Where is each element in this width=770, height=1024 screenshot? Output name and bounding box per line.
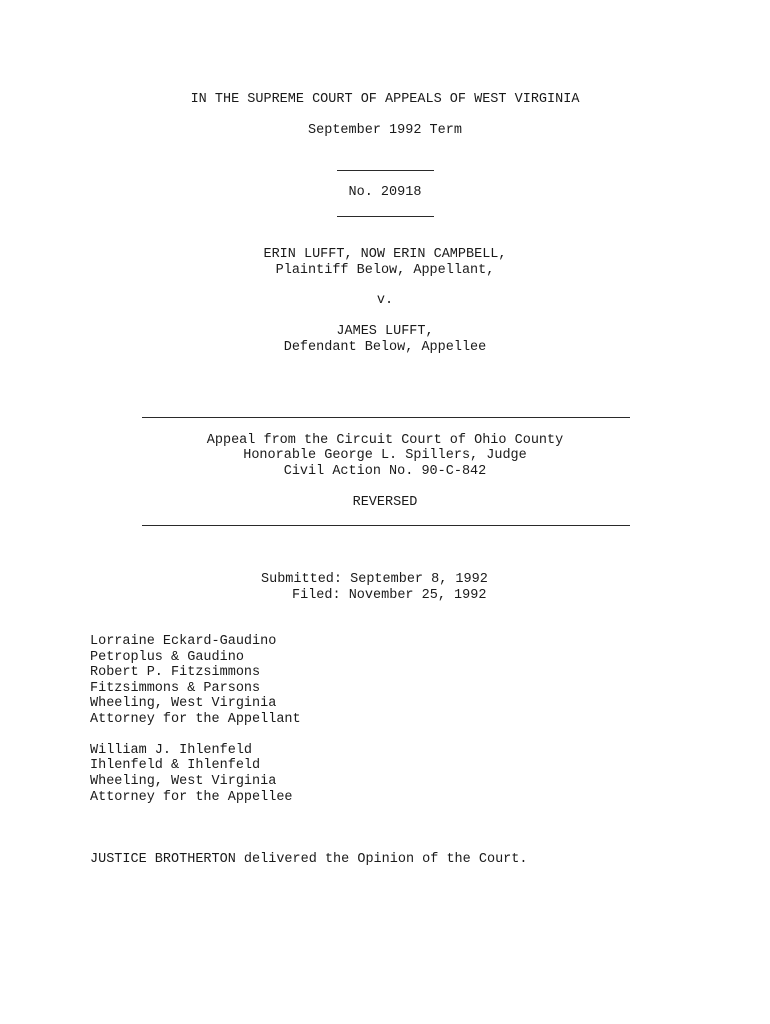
counsel-line: Petroplus & Gaudino	[90, 650, 244, 665]
appeal-source: Appeal from the Circuit Court of Ohio County	[206, 433, 564, 448]
appellant-role: Plaintiff Below, Appellant,	[275, 263, 495, 278]
opinion-statement: JUSTICE BROTHERTON delivered the Opinion of the Court.	[90, 852, 528, 867]
appeal-judge: Honorable George L. Spillers, Judge	[243, 448, 527, 463]
filed-date: Filed: November 25, 1992	[292, 588, 487, 603]
counsel-line: Lorraine Eckard-Gaudino	[90, 634, 277, 649]
disposition: REVERSED	[352, 495, 418, 510]
counsel-line: Ihlenfeld & Ihlenfeld	[90, 758, 261, 773]
court-title: IN THE SUPREME COURT OF APPEALS OF WEST VIRGINIA	[190, 92, 580, 107]
civil-action-number: Civil Action No. 90-C-842	[283, 464, 487, 479]
appellee-name: JAMES LUFFT,	[336, 324, 434, 339]
divider	[142, 417, 630, 418]
divider	[142, 525, 630, 526]
appellant-name: ERIN LUFFT, NOW ERIN CAMPBELL,	[263, 247, 507, 262]
counsel-line: Wheeling, West Virginia	[90, 696, 277, 711]
versus: v.	[376, 293, 394, 308]
counsel-line: Fitzsimmons & Parsons	[90, 681, 261, 696]
counsel-line: Robert P. Fitzsimmons	[90, 665, 261, 680]
appellee-role: Defendant Below, Appellee	[283, 340, 487, 355]
divider	[337, 216, 434, 217]
divider	[337, 170, 434, 171]
submitted-date: Submitted: September 8, 1992	[261, 572, 488, 587]
case-number: No. 20918	[348, 185, 422, 200]
term: September 1992 Term	[308, 123, 462, 138]
counsel-line: William J. Ihlenfeld	[90, 743, 253, 758]
counsel-line: Wheeling, West Virginia	[90, 774, 277, 789]
counsel-line: Attorney for the Appellee	[90, 790, 293, 805]
counsel-line: Attorney for the Appellant	[90, 712, 301, 727]
